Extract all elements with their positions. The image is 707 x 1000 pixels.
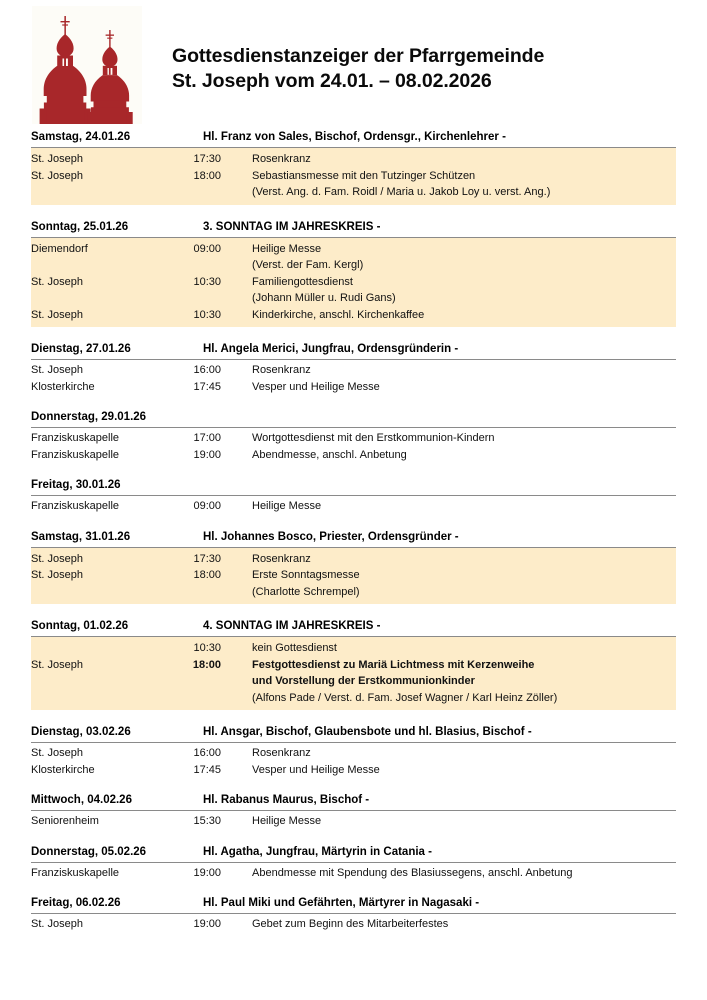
service-description [221, 567, 676, 600]
day-events [31, 637, 676, 710]
parish-logo [32, 6, 142, 124]
service-location: St. Joseph [31, 747, 83, 759]
service-description [221, 498, 676, 515]
service-time: 16:00 [193, 364, 221, 376]
service-description [221, 274, 676, 307]
day-section [31, 793, 676, 830]
service-row [31, 430, 676, 447]
service-location: Diemendorf [31, 242, 88, 255]
day-section [31, 130, 676, 205]
service-description [221, 379, 676, 396]
church-towers-icon [35, 12, 139, 124]
service-description-line: Festgottesdienst zu Mariä Lichtmess mit Kerzenweihe [252, 658, 535, 671]
day-events [31, 743, 676, 778]
service-description-line: (Johann Müller u. Rudi Gans) [252, 292, 396, 304]
day-header [31, 220, 676, 238]
service-description [221, 745, 676, 762]
day-date: Freitag, 30.01.26 [31, 479, 121, 491]
service-row [31, 551, 676, 568]
service-description-line: Gebet zum Beginn des Mitarbeiterfestes [252, 918, 449, 930]
service-description-line: Sebastiansmesse mit den Tutzinger Schützen [252, 169, 476, 182]
service-description [221, 241, 676, 274]
service-row [31, 241, 676, 274]
service-description [221, 151, 676, 168]
day-header [31, 793, 676, 811]
service-row [31, 379, 676, 396]
day-date: Dienstag, 03.02.26 [31, 726, 131, 738]
service-description [221, 762, 676, 779]
day-feast-title: Hl. Johannes Bosco, Priester, Ordensgründer - [203, 530, 459, 543]
service-row [31, 567, 676, 600]
day-section [31, 478, 676, 515]
service-description-line: Vesper und Heilige Messe [252, 763, 380, 776]
day-date: Dienstag, 27.01.26 [31, 343, 131, 355]
day-events [31, 238, 676, 328]
day-header [31, 896, 676, 914]
service-row [31, 762, 676, 779]
service-description [221, 551, 676, 568]
service-location: Franziskuskapelle [31, 448, 120, 461]
service-description-line: Familiengottesdienst [252, 275, 353, 288]
service-description [221, 813, 676, 830]
service-description [221, 657, 676, 707]
service-description-line: Kinderkirche, anschl. Kirchenkaffee [252, 308, 425, 321]
day-header [31, 478, 676, 496]
service-time: 17:30 [193, 552, 221, 565]
service-time: 16:00 [193, 747, 221, 759]
service-description-line: Vesper und Heilige Messe [252, 380, 380, 393]
day-feast-title: Hl. Angela Merici, Jungfrau, Ordensgründerin - [203, 343, 459, 355]
title-line-2: St. Joseph vom 24.01. – 08.02.2026 [172, 70, 492, 92]
day-date: Sonntag, 25.01.26 [31, 220, 129, 233]
service-time: 17:45 [193, 380, 221, 393]
service-description-line: (Verst. Ang. d. Fam. Roidl / Maria u. Jakob Loy u. verst. Ang.) [252, 186, 551, 198]
service-description [221, 640, 676, 657]
day-feast-title: Hl. Franz von Sales, Bischof, Ordensgr., Kirchenlehrer - [203, 131, 506, 143]
service-location: St. Joseph [31, 569, 83, 581]
day-section [31, 220, 676, 328]
day-events [31, 360, 676, 395]
service-location: St. Joseph [31, 658, 83, 671]
service-row [31, 498, 676, 515]
day-header [31, 130, 676, 148]
service-time: 19:00 [193, 866, 221, 879]
service-location: Franziskuskapelle [31, 432, 120, 444]
service-description [221, 362, 676, 379]
day-events [31, 863, 676, 882]
day-header [31, 530, 676, 548]
day-section [31, 845, 676, 882]
day-date: Samstag, 24.01.26 [31, 131, 131, 143]
day-section [31, 342, 676, 395]
day-header [31, 845, 676, 863]
service-location: Franziskuskapelle [31, 500, 120, 512]
service-row [31, 151, 676, 168]
service-description-line: Rosenkranz [252, 364, 311, 376]
day-section [31, 619, 676, 710]
day-section [31, 410, 676, 463]
service-row [31, 865, 676, 882]
service-description [221, 865, 676, 882]
day-header [31, 342, 676, 360]
service-row [31, 745, 676, 762]
service-row [31, 307, 676, 324]
day-date: Samstag, 31.01.26 [31, 530, 131, 543]
service-description-line: Abendmesse mit Spendung des Blasiussegens, anschl. Anbetung [252, 866, 573, 879]
service-description-line: Rosenkranz [252, 747, 311, 759]
day-feast-title: Hl. Rabanus Maurus, Bischof - [203, 794, 370, 806]
day-date: Mittwoch, 04.02.26 [31, 794, 132, 806]
service-time: 19:00 [193, 448, 221, 461]
day-date: Sonntag, 01.02.26 [31, 620, 129, 632]
service-description-line: Wortgottesdienst mit den Erstkommunion-Kindern [252, 432, 495, 444]
service-description-line: kein Gottesdienst [252, 642, 337, 654]
day-events [31, 914, 676, 933]
service-location: St. Joseph [31, 552, 83, 565]
service-description-line: und Vorstellung der Erstkommunionkinder [252, 675, 475, 687]
service-time: 10:30 [193, 275, 221, 288]
service-description-line: Rosenkranz [252, 552, 311, 565]
service-description-line: (Verst. der Fam. Kergl) [252, 259, 364, 271]
title-line-1: Gottesdienstanzeiger der Pfarrgemeinde [172, 45, 545, 67]
day-section [31, 530, 676, 605]
service-location: Seniorenheim [31, 815, 99, 827]
service-location: St. Joseph [31, 153, 83, 165]
service-description-line: Rosenkranz [252, 153, 311, 165]
day-date: Donnerstag, 05.02.26 [31, 845, 147, 858]
day-events [31, 496, 676, 515]
service-description-line: Heilige Messe [252, 815, 322, 827]
page-title [172, 44, 707, 94]
service-description [221, 430, 676, 447]
service-row [31, 813, 676, 830]
service-location: Klosterkirche [31, 380, 95, 393]
service-time: 09:00 [193, 242, 221, 255]
service-location: St. Joseph [31, 364, 83, 376]
service-time: 09:00 [193, 500, 221, 512]
service-time: 17:45 [193, 763, 221, 776]
day-header [31, 619, 676, 637]
service-row [31, 168, 676, 201]
service-time: 18:00 [192, 658, 221, 671]
service-time: 17:30 [193, 153, 221, 165]
service-description [221, 307, 676, 324]
service-description-line: Erste Sonntagsmesse [252, 569, 360, 581]
service-time: 18:00 [193, 569, 221, 581]
service-time: 10:30 [193, 308, 221, 321]
service-description-line: (Alfons Pade / Verst. d. Fam. Josef Wagner / Karl Heinz Zöller) [252, 691, 558, 704]
service-description [221, 916, 676, 933]
day-header [31, 410, 676, 428]
service-description-line: Abendmesse, anschl. Anbetung [252, 448, 407, 461]
day-feast-title: 3. SONNTAG IM JAHRESKREIS - [203, 220, 381, 233]
service-time: 15:30 [193, 815, 221, 827]
service-location: St. Joseph [31, 308, 83, 321]
service-row [31, 274, 676, 307]
service-description [221, 168, 676, 201]
day-section [31, 896, 676, 933]
service-schedule [31, 130, 676, 933]
service-location: Franziskuskapelle [31, 866, 120, 879]
service-time: 17:00 [193, 432, 221, 444]
service-time: 18:00 [193, 169, 221, 182]
day-feast-title: Hl. Paul Miki und Gefährten, Märtyrer in Nagasaki - [203, 897, 480, 909]
day-events [31, 428, 676, 463]
service-location: Klosterkirche [31, 763, 95, 776]
service-description-line: Heilige Messe [252, 242, 322, 255]
service-time: 19:00 [193, 918, 221, 930]
day-events [31, 548, 676, 605]
service-description-line: (Charlotte Schrempel) [252, 585, 360, 598]
day-header [31, 725, 676, 743]
service-row [31, 640, 676, 657]
service-location: St. Joseph [31, 169, 83, 182]
service-row [31, 362, 676, 379]
day-feast-title: Hl. Ansgar, Bischof, Glaubensbote und hl. Blasius, Bischof - [203, 726, 532, 738]
service-location: St. Joseph [31, 275, 83, 288]
service-time: 10:30 [193, 642, 221, 654]
service-description-line: Heilige Messe [252, 500, 322, 512]
day-date: Freitag, 06.02.26 [31, 897, 121, 909]
service-row [31, 447, 676, 464]
day-feast-title: Hl. Agatha, Jungfrau, Märtyrin in Catania - [203, 845, 432, 858]
service-description [221, 447, 676, 464]
day-events [31, 811, 676, 830]
page-header [0, 0, 707, 130]
day-events [31, 148, 676, 205]
service-row [31, 657, 676, 707]
service-location: St. Joseph [31, 918, 83, 930]
day-section [31, 725, 676, 778]
day-date: Donnerstag, 29.01.26 [31, 411, 147, 423]
day-feast-title: 4. SONNTAG IM JAHRESKREIS - [203, 620, 381, 632]
service-row [31, 916, 676, 933]
